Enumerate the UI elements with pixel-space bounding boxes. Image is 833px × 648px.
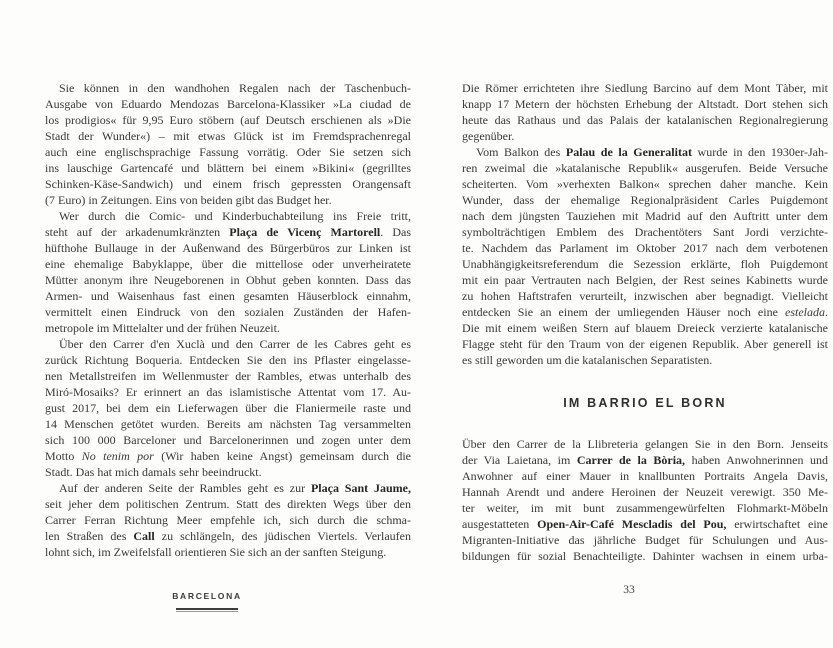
text-line: Armen- und Waisenhaus fast einen gesamten Häuserblock einnahm, bbox=[45, 289, 411, 303]
text-line: eine ehemalige Babyklappe, über die mittellose oder unverheiratete bbox=[45, 257, 411, 271]
text-line: auch eine englischsprachige Fassung vorrätig. Oder Sie setzen sich bbox=[45, 145, 411, 159]
text-line: entdecken Sie an einem der umliegenden Häuser noch eine estelada. bbox=[462, 305, 828, 319]
text-line: ter weiter, im mit bunt zusammengewürfelten Flohmarkt-Möbeln bbox=[462, 501, 828, 515]
text-line: es still geworden um die katalanischen Separatisten. bbox=[462, 353, 713, 367]
text-line: nen Metallstreifen im Wellenmuster der Rambles, etwas unterhalb des bbox=[45, 369, 411, 383]
paragraph bbox=[45, 208, 411, 336]
text-line: Stadt. Das hat mich damals sehr beeindruckt. bbox=[45, 465, 262, 479]
text-line: ren zweimal die »katalanische Republik« ausgerufen. Beide Versuche bbox=[462, 161, 828, 175]
text-line: len Straßen des Call zu schlängeln, des jüdischen Viertels. Verlaufen bbox=[45, 529, 411, 543]
text-line: der Via Laietana, im Carrer de la Bòria, haben Anwohnerinnen und bbox=[462, 453, 828, 467]
text-line: 14 Menschen getötet wurden. Bereits am nächsten Tag versammelten bbox=[45, 417, 411, 431]
text-line: bildungen für sozial Benachteiligte. Dahinter wachsen in einem urba- bbox=[462, 549, 828, 563]
text-line: Miró-Mosaiks? Er erinnert an das islamistische Attentat vom 17. Au- bbox=[45, 385, 411, 399]
text-line: gust 2017, bei dem ein Lieferwagen über die Flaniermeile raste und bbox=[45, 401, 411, 415]
text-line: (7 Euro) in Zeitungen. Eins von beiden gibt das Budget her. bbox=[45, 193, 332, 207]
text-line: zu hohen Haftstrafen verurteilt, inzwischen aber begnadigt. Vielleicht bbox=[462, 289, 828, 303]
text-line: Stadt der Wunder«) – mit etwas Glück ist im Fremdsprachenregal bbox=[45, 129, 411, 143]
text-line: los prodigios« für 9,95 Euro stöbern (auf Deutsch erschienen als »Die bbox=[45, 113, 411, 127]
text-line: Motto No tenim por (Wir haben keine Angst) gemeinsam durch die bbox=[45, 449, 411, 463]
text-line: hüfthohe Bullauge in der Außenwand des Bürgerbüros zur Linken ist bbox=[45, 241, 411, 255]
paragraph bbox=[462, 436, 828, 564]
section-heading: IM BARRIO EL BORN bbox=[563, 396, 727, 410]
text-line: heute das Rathaus und das Palais der katalanischen Regionalregierung bbox=[462, 113, 828, 127]
text-line: lohnt sich, im Zweifelsfall orientieren Sie sich an der sanften Steigung. bbox=[45, 545, 387, 559]
text-line: Sie können in den wandhohen Regalen nach der Taschenbuch- bbox=[59, 81, 411, 95]
text-line: zurück Richtung Boqueria. Entdecken Sie den ins Pflaster eingelasse- bbox=[45, 353, 411, 367]
text-line: Flagge steht für den Traum von der eigenen Republik. Aber generell ist bbox=[462, 337, 828, 351]
text-line: ausgestatteten Open-Air-Café Mescladis del Pou, erwirtschaftet eine bbox=[462, 517, 828, 531]
paragraph bbox=[462, 80, 828, 144]
right-page-text-column bbox=[462, 80, 828, 564]
text-line: seit jeher dem politischen Zentrum. Statt des direkten Wegs über den bbox=[45, 497, 411, 511]
text-line: te. Nachdem das Parlament im Oktober 2017 nach dem verbotenen bbox=[462, 241, 828, 255]
text-line: ins lauschige Gartencafé und blättern bei einem »Bikini« (gegrilltes bbox=[45, 161, 411, 175]
footer-section-label: BARCELONA bbox=[172, 591, 242, 601]
left-page-text-column bbox=[45, 80, 411, 560]
paragraph bbox=[45, 80, 411, 208]
text-line: Über den Carrer de la Llibreteria gelangen Sie in den Born. Jenseits bbox=[462, 437, 828, 451]
text-line: Unabhängigkeitsreferendum die Sezession erklärte, floh Puigdemont bbox=[462, 257, 828, 271]
text-line: Anwohner auf einer Mauer in knallbunten Portraits Angela Davis, bbox=[462, 469, 828, 483]
text-line: metropole im Mittelalter und der frühen Neuzeit. bbox=[45, 321, 280, 335]
text-line: Über den Carrer d'en Xuclà und den Carrer de les Cabres geht es bbox=[59, 337, 411, 351]
text-line: gegenüber. bbox=[462, 129, 515, 143]
paragraph bbox=[45, 336, 411, 480]
text-line: Vom Balkon des Palau de la Generalitat wurde in den 1930er-Jah- bbox=[476, 145, 829, 159]
text-line: Carrer Ferran Richtung Meer empfehle ich, sich durch die schma- bbox=[45, 513, 411, 527]
text-line: vermittelt einen Eindruck von den sozialen Zuständen der Hafen- bbox=[45, 305, 411, 319]
text-line: nach dem jüngsten Tauziehen mit Madrid auf den Auftritt unter dem bbox=[462, 209, 828, 223]
text-line: steht auf der arkadenumkränzten Plaça de Vicenç Martorell. Das bbox=[45, 225, 411, 239]
page-number: 33 bbox=[623, 584, 635, 596]
text-line: mit ein paar Vertrauten nach Belgien, der Rest seines Kabinetts wurde bbox=[462, 273, 828, 287]
footer-rule bbox=[176, 608, 238, 612]
text-line: Mütter anonym ihre Neugeborenen in Obhut geben konnten. Dass das bbox=[45, 273, 411, 287]
text-line: Hannah Arendt und andere Heroinen der Neuzeit verewigt. 350 Me- bbox=[462, 485, 828, 499]
text-line: Wer durch die Comic- und Kinderbuchabteilung ins Freie tritt, bbox=[59, 209, 411, 223]
running-footer bbox=[24, 591, 390, 612]
text-line: Migranten-Initiative das jährliche Budget für Schulungen und Aus- bbox=[462, 533, 828, 547]
text-line: knapp 17 Metern der höchsten Erhebung der Altstadt. Dort stehen sich bbox=[462, 97, 828, 111]
text-line: Ausgabe von Eduardo Mendozas Barcelona-Klassiker »La ciudad de bbox=[45, 97, 411, 111]
text-line: symbolträchtigen Emblem des Drachentöters Sant Jordi verzichte- bbox=[462, 225, 828, 239]
text-line: Schinken-Käse-Sandwich) und einem frisch gepressten Orangensaft bbox=[45, 177, 411, 191]
paragraph bbox=[462, 144, 828, 368]
text-line: Auf der anderen Seite der Rambles geht es zur Plaça Sant Jaume, bbox=[59, 481, 411, 495]
text-line: scheiterten. Vom »verhexten Balkon« sprechen daher manche. Kein bbox=[462, 177, 828, 191]
text-line: sich 100 000 Barceloner und Barcelonerinnen und zogen unter dem bbox=[45, 433, 411, 447]
text-line: Wunder, dass der ehemalige Regionalpräsident Carles Puigdemont bbox=[462, 193, 828, 207]
text-line: Die mit einem weißen Stern auf blauem Dreieck verzierte katalanische bbox=[462, 321, 828, 335]
paragraph bbox=[45, 480, 411, 560]
text-line: Die Römer errichteten ihre Siedlung Barcino auf dem Mont Tàber, mit bbox=[462, 81, 828, 95]
